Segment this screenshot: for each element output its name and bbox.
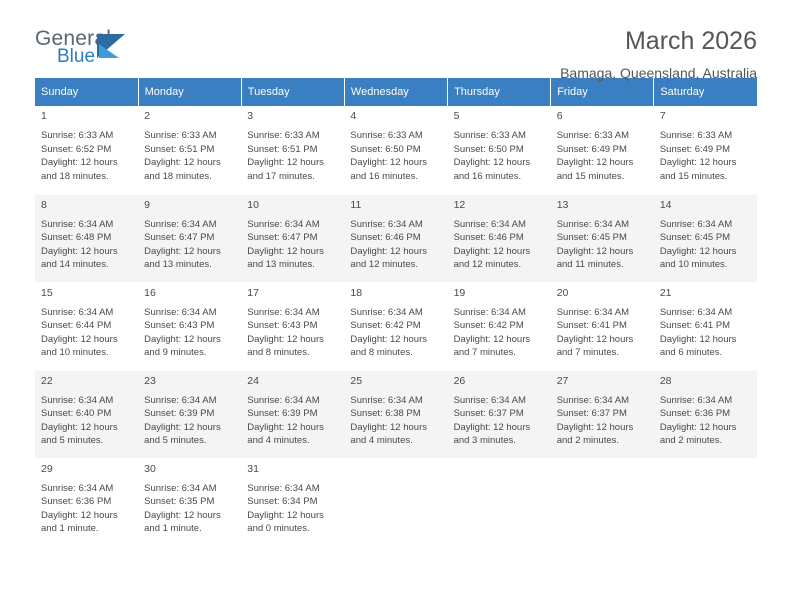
calendar-day-cell[interactable] (138, 106, 241, 194)
day-detail-line: Daylight: 12 hours (556, 421, 634, 433)
day-detail-line: Sunrise: 6:34 AM (556, 306, 630, 318)
day-number: 13 (556, 198, 569, 211)
day-number: 1 (41, 110, 47, 122)
day-detail-line: and 4 minutes. (247, 435, 310, 447)
calendar-day-cell[interactable] (344, 282, 447, 370)
day-detail-line: Sunrise: 6:34 AM (556, 218, 630, 230)
day-detail-line: Sunset: 6:36 PM (41, 496, 112, 508)
day-number: 17 (247, 286, 259, 299)
calendar-day-cell[interactable] (138, 370, 241, 458)
weekday-header-row (35, 78, 757, 106)
day-number: 2 (144, 110, 150, 122)
day-detail-line: Sunrise: 6:34 AM (350, 218, 423, 230)
calendar-day-cell[interactable] (35, 458, 138, 546)
day-detail-line: Sunset: 6:37 PM (453, 408, 524, 420)
day-detail-line: Daylight: 12 hours (144, 421, 221, 433)
calendar-week-row (35, 106, 757, 194)
day-detail-line: Sunrise: 6:34 AM (41, 482, 114, 494)
day-detail-line: and 16 minutes. (453, 170, 522, 182)
day-detail-line: Sunset: 6:36 PM (659, 408, 731, 420)
day-number: 8 (41, 198, 47, 211)
calendar-day-cell[interactable] (241, 282, 344, 370)
day-detail-line: Sunrise: 6:33 AM (41, 130, 114, 141)
calendar-day-cell[interactable] (35, 282, 138, 370)
day-detail-line: Sunset: 6:38 PM (350, 408, 421, 420)
day-detail-line: Daylight: 12 hours (556, 245, 634, 257)
weekday-header-thursday: Thursday (448, 78, 551, 106)
day-detail-line: Sunset: 6:42 PM (453, 320, 524, 332)
day-detail-line: Sunrise: 6:34 AM (41, 218, 114, 230)
day-detail-line: Sunset: 6:51 PM (144, 143, 215, 155)
calendar-empty-cell (448, 458, 551, 546)
calendar-day-cell[interactable] (551, 370, 654, 458)
day-detail-line: Sunset: 6:35 PM (144, 496, 215, 508)
day-detail-line: Sunrise: 6:34 AM (247, 218, 320, 230)
day-detail-line: Sunrise: 6:34 AM (453, 394, 526, 406)
day-detail-line: Daylight: 12 hours (453, 157, 531, 169)
day-detail-line: Daylight: 12 hours (144, 333, 221, 345)
day-detail-line: Sunrise: 6:34 AM (659, 218, 733, 230)
day-detail-line: Daylight: 12 hours (247, 509, 324, 521)
day-number: 20 (556, 286, 569, 299)
day-detail-line: Sunset: 6:43 PM (144, 320, 215, 332)
day-detail-line: Sunset: 6:39 PM (144, 408, 215, 420)
day-detail-line: and 9 minutes. (144, 347, 207, 359)
day-detail-line: and 18 minutes. (144, 170, 212, 182)
calendar-day-cell[interactable] (654, 106, 757, 194)
day-number: 28 (659, 374, 672, 387)
day-number: 14 (659, 198, 672, 211)
day-detail-line: Sunrise: 6:34 AM (144, 306, 217, 318)
day-detail-line: Daylight: 12 hours (41, 509, 118, 521)
day-detail-line: Daylight: 12 hours (144, 509, 221, 521)
day-detail-line: and 8 minutes. (350, 347, 413, 359)
calendar-day-cell[interactable] (138, 458, 241, 546)
weekday-header-monday: Monday (138, 78, 241, 106)
day-number: 18 (350, 286, 363, 299)
day-detail-line: Daylight: 12 hours (41, 421, 118, 433)
day-detail-line: Sunrise: 6:34 AM (350, 394, 423, 406)
day-detail-line: Sunset: 6:41 PM (556, 320, 627, 332)
calendar-day-cell[interactable] (448, 106, 551, 194)
day-number: 25 (350, 374, 363, 387)
day-detail-line: Sunset: 6:47 PM (144, 232, 215, 244)
weekday-header-tuesday: Tuesday (241, 78, 344, 106)
day-detail-line: Daylight: 12 hours (247, 421, 324, 433)
day-detail-line: Daylight: 12 hours (247, 245, 324, 257)
day-detail-line: and 3 minutes. (453, 435, 516, 447)
calendar-day-cell[interactable] (138, 282, 241, 370)
calendar-day-cell[interactable] (654, 370, 757, 458)
day-detail-line: Sunrise: 6:34 AM (453, 306, 526, 318)
day-detail-line: Daylight: 12 hours (41, 245, 118, 257)
day-number: 6 (556, 110, 563, 122)
calendar-day-cell[interactable] (241, 370, 344, 458)
brand-logo (35, 28, 127, 66)
day-detail-line: and 17 minutes. (247, 170, 315, 182)
day-detail-line: and 7 minutes. (453, 347, 516, 359)
day-detail-line: Daylight: 12 hours (659, 421, 737, 433)
day-number: 16 (144, 286, 156, 299)
day-detail-line: and 6 minutes. (659, 347, 723, 359)
day-detail-line: Sunset: 6:47 PM (247, 232, 318, 244)
calendar-day-cell[interactable] (35, 370, 138, 458)
day-detail-line: Daylight: 12 hours (453, 421, 531, 433)
brand-word-general: General (35, 27, 112, 50)
day-detail-line: and 14 minutes. (41, 259, 109, 271)
day-number: 4 (350, 110, 357, 122)
calendar-day-cell[interactable] (448, 194, 551, 282)
flag-icon (97, 34, 127, 61)
calendar-day-cell[interactable] (241, 106, 344, 194)
day-detail-line: Daylight: 12 hours (144, 157, 221, 169)
day-detail-line: Sunrise: 6:33 AM (659, 130, 733, 141)
day-detail-line: and 15 minutes. (556, 170, 625, 182)
weekday-header-wednesday: Wednesday (344, 78, 447, 106)
day-detail-line: Sunset: 6:41 PM (659, 320, 731, 332)
day-number: 29 (41, 462, 53, 475)
day-detail-line: Daylight: 12 hours (556, 157, 634, 169)
day-detail-line: Sunrise: 6:34 AM (453, 218, 526, 230)
day-number: 5 (453, 110, 460, 122)
day-detail-line: Sunrise: 6:33 AM (556, 130, 630, 141)
day-number: 21 (659, 286, 672, 299)
day-number: 10 (247, 198, 259, 211)
day-detail-line: Sunset: 6:52 PM (41, 143, 112, 155)
day-detail-line: and 5 minutes. (41, 435, 104, 447)
day-detail-line: and 2 minutes. (659, 435, 723, 447)
day-detail-line: Daylight: 12 hours (247, 157, 324, 169)
day-detail-line: Sunrise: 6:33 AM (350, 130, 423, 141)
calendar-day-cell[interactable] (448, 370, 551, 458)
day-detail-line: and 11 minutes. (556, 259, 624, 271)
day-detail-line: Sunset: 6:37 PM (556, 408, 627, 420)
day-detail-line: and 12 minutes. (350, 259, 419, 271)
day-detail-line: Sunrise: 6:34 AM (144, 218, 217, 230)
day-detail-line: and 1 minute. (41, 523, 99, 535)
location-subtitle: Bamaga, Queensland, Australia (560, 64, 757, 81)
page-header (35, 0, 757, 81)
day-detail-line: Sunset: 6:42 PM (350, 320, 421, 332)
day-detail-line: Sunrise: 6:34 AM (659, 394, 733, 406)
day-detail-line: Sunset: 6:39 PM (247, 408, 318, 420)
day-detail-line: Sunrise: 6:34 AM (659, 306, 733, 318)
day-detail-line: Sunrise: 6:33 AM (144, 130, 217, 141)
day-detail-line: Sunset: 6:49 PM (659, 143, 731, 155)
day-detail-line: Daylight: 12 hours (659, 245, 737, 257)
day-number: 11 (350, 198, 362, 211)
day-detail-line: Sunset: 6:46 PM (453, 232, 524, 244)
calendar-table (35, 78, 757, 547)
day-detail-line: and 13 minutes. (247, 259, 315, 271)
day-detail-line: and 0 minutes. (247, 523, 310, 535)
calendar-day-cell[interactable] (241, 194, 344, 282)
calendar-empty-cell (654, 458, 757, 546)
day-detail-line: Daylight: 12 hours (350, 157, 427, 169)
calendar-day-cell[interactable] (551, 194, 654, 282)
day-detail-line: Sunset: 6:43 PM (247, 320, 318, 332)
day-detail-line: and 13 minutes. (144, 259, 212, 271)
day-number: 7 (659, 110, 666, 122)
calendar-day-cell[interactable] (35, 106, 138, 194)
calendar-body (35, 106, 757, 546)
calendar-day-cell[interactable] (654, 282, 757, 370)
day-detail-line: Sunrise: 6:33 AM (247, 130, 320, 141)
day-detail-line: Daylight: 12 hours (556, 333, 634, 345)
weekday-header-friday: Friday (551, 78, 654, 106)
day-detail-line: Sunrise: 6:34 AM (247, 306, 320, 318)
calendar-empty-cell (551, 458, 654, 546)
calendar-day-cell[interactable] (138, 194, 241, 282)
day-detail-line: and 18 minutes. (41, 170, 109, 182)
day-detail-line: Sunrise: 6:34 AM (144, 394, 217, 406)
day-detail-line: Sunset: 6:34 PM (247, 496, 318, 508)
calendar-week-row (35, 194, 757, 282)
day-detail-line: Daylight: 12 hours (350, 333, 427, 345)
day-number: 31 (247, 462, 259, 475)
day-number: 9 (144, 198, 150, 211)
day-number: 19 (453, 286, 466, 299)
day-number: 12 (453, 198, 466, 211)
day-detail-line: Sunrise: 6:34 AM (41, 306, 114, 318)
day-detail-line: Sunset: 6:50 PM (453, 143, 524, 155)
day-detail-line: Sunset: 6:46 PM (350, 232, 421, 244)
calendar-empty-cell (344, 458, 447, 546)
day-detail-line: Daylight: 12 hours (350, 421, 427, 433)
calendar-day-cell[interactable] (448, 282, 551, 370)
calendar-day-cell[interactable] (241, 458, 344, 546)
day-detail-line: Daylight: 12 hours (350, 245, 427, 257)
day-detail-line: and 15 minutes. (659, 170, 728, 182)
day-detail-line: Sunrise: 6:33 AM (453, 130, 526, 141)
day-detail-line: Daylight: 12 hours (659, 333, 737, 345)
day-detail-line: and 1 minute. (144, 523, 202, 535)
calendar-day-cell[interactable] (344, 194, 447, 282)
day-detail-line: Sunset: 6:49 PM (556, 143, 627, 155)
calendar-day-cell[interactable] (551, 282, 654, 370)
day-detail-line: Sunset: 6:45 PM (659, 232, 731, 244)
day-number: 30 (144, 462, 156, 475)
day-detail-line: Sunrise: 6:34 AM (41, 394, 114, 406)
day-detail-line: and 8 minutes. (247, 347, 310, 359)
calendar-day-cell[interactable] (344, 370, 447, 458)
calendar-day-cell[interactable] (654, 194, 757, 282)
day-detail-line: Sunset: 6:44 PM (41, 320, 112, 332)
day-number: 27 (556, 374, 569, 387)
day-detail-line: Sunrise: 6:34 AM (350, 306, 423, 318)
day-detail-line: Daylight: 12 hours (453, 333, 531, 345)
weekday-header-saturday: Saturday (654, 78, 757, 106)
day-detail-line: Daylight: 12 hours (247, 333, 324, 345)
day-detail-line: Sunrise: 6:34 AM (247, 482, 320, 494)
title-block (560, 28, 757, 81)
day-detail-line: and 2 minutes. (556, 435, 620, 447)
day-number: 22 (41, 374, 53, 387)
day-detail-line: and 12 minutes. (453, 259, 522, 271)
day-detail-line: Daylight: 12 hours (41, 333, 118, 345)
day-number: 15 (41, 286, 53, 299)
day-detail-line: and 10 minutes. (41, 347, 109, 359)
day-detail-line: Sunrise: 6:34 AM (247, 394, 320, 406)
page-title: March 2026 (624, 27, 757, 55)
day-detail-line: and 5 minutes. (144, 435, 207, 447)
day-detail-line: Daylight: 12 hours (144, 245, 221, 257)
weekday-header-sunday: Sunday (35, 78, 138, 106)
day-detail-line: Daylight: 12 hours (453, 245, 531, 257)
day-detail-line: Sunrise: 6:34 AM (556, 394, 630, 406)
day-number: 23 (144, 374, 156, 387)
day-detail-line: and 7 minutes. (556, 347, 620, 359)
day-number: 3 (247, 110, 254, 122)
day-detail-line: Sunset: 6:50 PM (350, 143, 421, 155)
day-detail-line: Daylight: 12 hours (659, 157, 737, 169)
brand-word-blue: Blue (57, 46, 96, 67)
calendar-week-row (35, 370, 757, 458)
calendar-week-row (35, 458, 757, 546)
calendar-day-cell[interactable] (344, 106, 447, 194)
day-detail-line: Sunrise: 6:34 AM (144, 482, 217, 494)
day-detail-line: Daylight: 12 hours (41, 157, 118, 169)
day-detail-line: and 4 minutes. (350, 435, 413, 447)
calendar-week-row (35, 282, 757, 370)
day-number: 26 (453, 374, 466, 387)
day-detail-line: Sunset: 6:45 PM (556, 232, 627, 244)
calendar-day-cell[interactable] (551, 106, 654, 194)
day-detail-line: Sunset: 6:51 PM (247, 143, 318, 155)
day-detail-line: Sunset: 6:40 PM (41, 408, 112, 420)
day-detail-line: and 16 minutes. (350, 170, 419, 182)
day-detail-line: and 10 minutes. (659, 259, 728, 271)
calendar-day-cell[interactable] (35, 194, 138, 282)
day-number: 24 (247, 374, 259, 387)
day-detail-line: Sunset: 6:48 PM (41, 232, 112, 244)
